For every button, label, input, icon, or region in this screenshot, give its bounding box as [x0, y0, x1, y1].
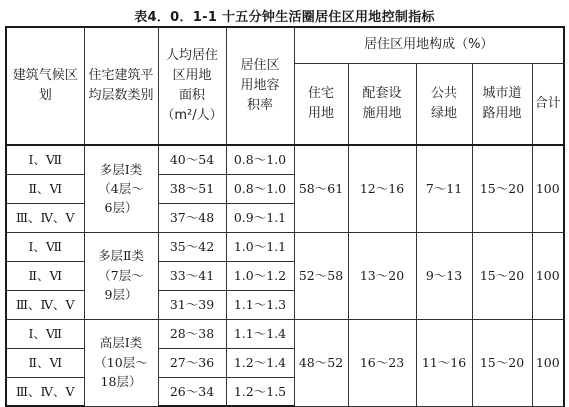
header-green: 公共 绿地 [416, 63, 472, 145]
area-cell: 38～51 [158, 174, 226, 203]
zone-cell: Ⅱ、Ⅵ [6, 174, 84, 203]
category-line: （7层～ [98, 267, 144, 283]
far-cell: 1.0～1.2 [226, 261, 294, 290]
zone-cell: Ⅰ、Ⅶ [6, 145, 84, 174]
green-share-cell: 11～16 [416, 319, 472, 406]
area-cell: 35～42 [158, 232, 226, 261]
land-control-index-table [5, 26, 565, 407]
category-line: （10层～ [94, 354, 148, 370]
residential-share-cell: 48～52 [294, 319, 348, 406]
area-cell: 27～36 [158, 348, 226, 377]
roads-share-cell: 15～20 [472, 145, 532, 232]
far-cell: 1.1～1.4 [226, 319, 294, 348]
category-line: 多层Ⅰ类 [99, 161, 143, 177]
zone-cell: Ⅲ、Ⅳ、Ⅴ [6, 290, 84, 319]
far-cell: 1.2～1.5 [226, 377, 294, 406]
total-cell: 100 [532, 319, 564, 406]
header-climate-zone: 建筑气候区划 [6, 27, 84, 145]
area-cell: 37～48 [158, 203, 226, 232]
green-share-cell: 9～13 [416, 232, 472, 319]
area-cell: 33～41 [158, 261, 226, 290]
total-cell: 100 [532, 232, 564, 319]
zone-cell: Ⅰ、Ⅶ [6, 232, 84, 261]
far-cell: 0.8～1.0 [226, 145, 294, 174]
far-cell: 1.2～1.4 [226, 348, 294, 377]
roads-share-cell: 15～20 [472, 232, 532, 319]
far-cell: 1.0～1.1 [226, 232, 294, 261]
category-line: （4层～ [98, 181, 144, 197]
header-land-per-capita: 人均居住 区用地 面积 （m²/人） [158, 27, 226, 145]
header-avg-floors: 住宅建筑平均层数类别 [84, 27, 158, 145]
area-cell: 40～54 [158, 145, 226, 174]
category-line: 18层） [100, 374, 142, 390]
header-row-1 [6, 27, 564, 63]
floor-category-cell [84, 232, 158, 319]
far-cell: 1.1～1.3 [226, 290, 294, 319]
header-far: 居住区 用地容 积率 [226, 27, 294, 145]
area-cell: 28～38 [158, 319, 226, 348]
category-line: 6层） [104, 200, 138, 216]
table-caption: 表4．0．1-1 十五分钟生活圈居住区用地控制指标 [134, 10, 435, 25]
zone-cell: Ⅰ、Ⅶ [6, 319, 84, 348]
total-cell: 100 [532, 145, 564, 232]
zone-cell: Ⅱ、Ⅵ [6, 261, 84, 290]
category-line: 多层Ⅱ类 [98, 248, 144, 264]
header-total: 合计 [532, 63, 564, 145]
table-row [6, 232, 564, 261]
floor-category-cell [84, 319, 158, 406]
roads-share-cell: 15～20 [472, 319, 532, 406]
zone-cell: Ⅲ、Ⅳ、Ⅴ [6, 377, 84, 406]
facilities-share-cell: 12～16 [348, 145, 416, 232]
header-facilities: 配套设 施用地 [348, 63, 416, 145]
area-cell: 31～39 [158, 290, 226, 319]
zone-cell: Ⅲ、Ⅳ、Ⅴ [6, 203, 84, 232]
zone-cell: Ⅱ、Ⅵ [6, 348, 84, 377]
table-row [6, 319, 564, 348]
floor-category-cell [84, 145, 158, 232]
far-cell: 0.8～1.0 [226, 174, 294, 203]
header-roads: 城市道 路用地 [472, 63, 532, 145]
category-line: 高层Ⅰ类 [99, 335, 143, 351]
category-line: 9层） [104, 287, 138, 303]
far-cell: 0.9～1.1 [226, 203, 294, 232]
residential-share-cell: 58～61 [294, 145, 348, 232]
green-share-cell: 7～11 [416, 145, 472, 232]
residential-share-cell: 52～58 [294, 232, 348, 319]
area-cell: 26～34 [158, 377, 226, 406]
facilities-share-cell: 13～20 [348, 232, 416, 319]
header-residential: 住宅 用地 [294, 63, 348, 145]
facilities-share-cell: 16～23 [348, 319, 416, 406]
table-row [6, 145, 564, 174]
header-composition: 居住区用地构成（%） [294, 27, 564, 63]
